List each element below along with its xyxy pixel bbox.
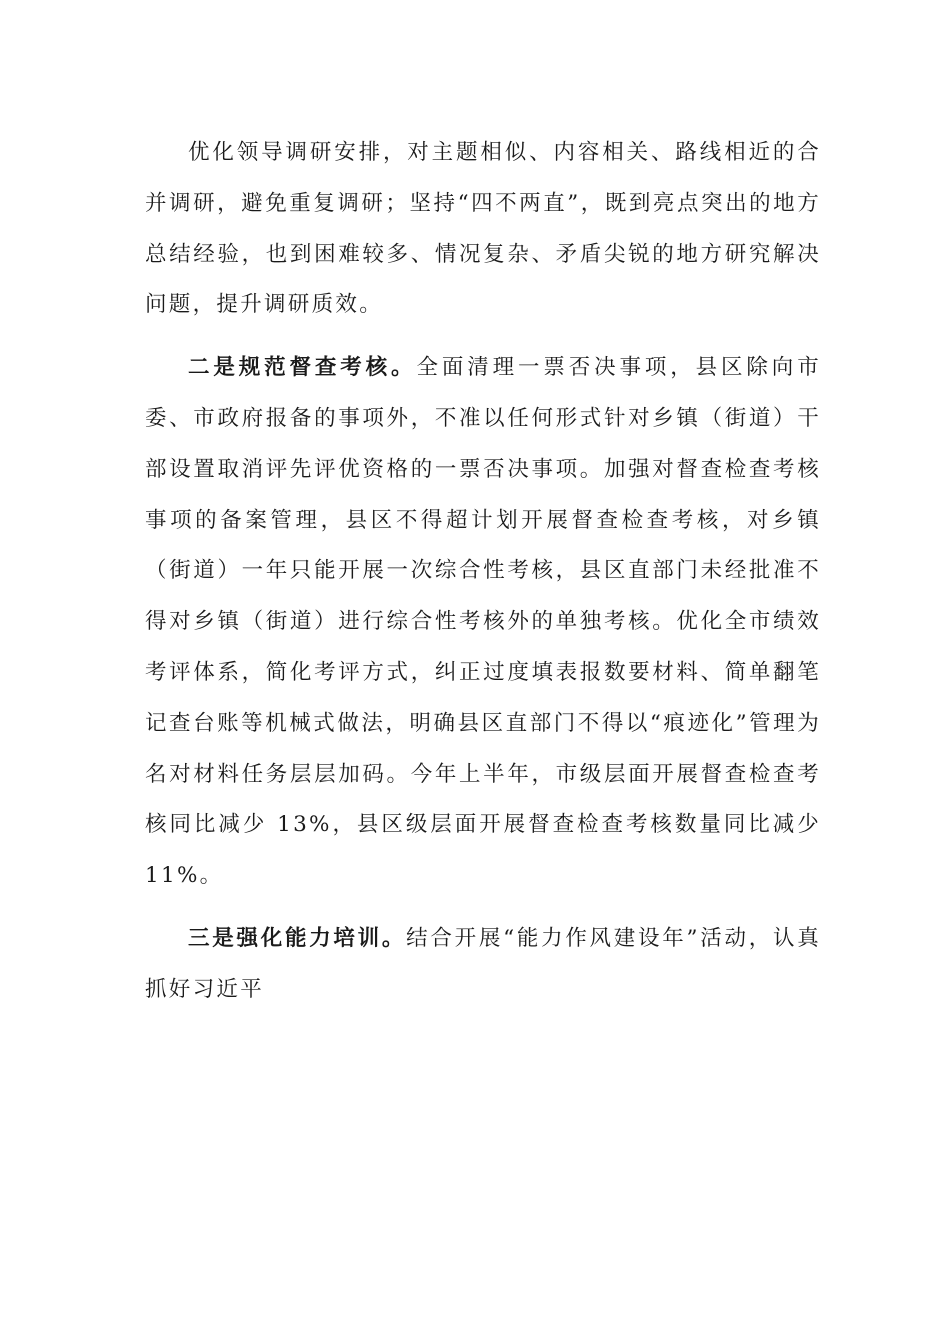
paragraph-text: 全面清理一票否决事项，县区除向市委、市政府报备的事项外，不准以任何形式针对乡镇（街道）干部设置取消评先评优资格的一票否决事项。加强对督查检查考核事项的备案管理，县区不得超计划开展督查检查考核，对乡镇（街道）一年只能开展一次综合性考核，县区直部门未经批准不得对乡镇（街道）进行综合性考核外的单独考核。优化全市绩效考评体系，简化考评方式，纠正过度填表报数要材料、简单翻笔记查台账等机械式做法，明确县区直部门不得以“痕迹化”管理为名对材料任务层层加码。今年上半年，市级层面开展督查检查考核同比减少 13%，县区级层面开展督查检查考核数量同比减少 11%。: [145, 355, 821, 889]
paragraph-lead: 三是强化能力培训。: [188, 925, 407, 951]
document-body: [145, 128, 821, 1028]
paragraph-text: 优化领导调研安排，对主题相似、内容相关、路线相近的合并调研，避免重复调研；坚持“四不两直”，既到亮点突出的地方总结经验，也到困难较多、情况复杂、矛盾尖锐的地方研究解决问题，提升调研质效。: [145, 140, 821, 318]
paragraph-supervision-assessment: [145, 343, 821, 902]
paragraph-research-arrangement: [145, 128, 821, 331]
paragraph-capability-training: [145, 914, 821, 1016]
paragraph-text: 结合开展“能力作风建设年”活动，认真抓好习近平: [145, 925, 821, 1002]
paragraph-lead: 二是规范督查考核。: [188, 355, 417, 381]
